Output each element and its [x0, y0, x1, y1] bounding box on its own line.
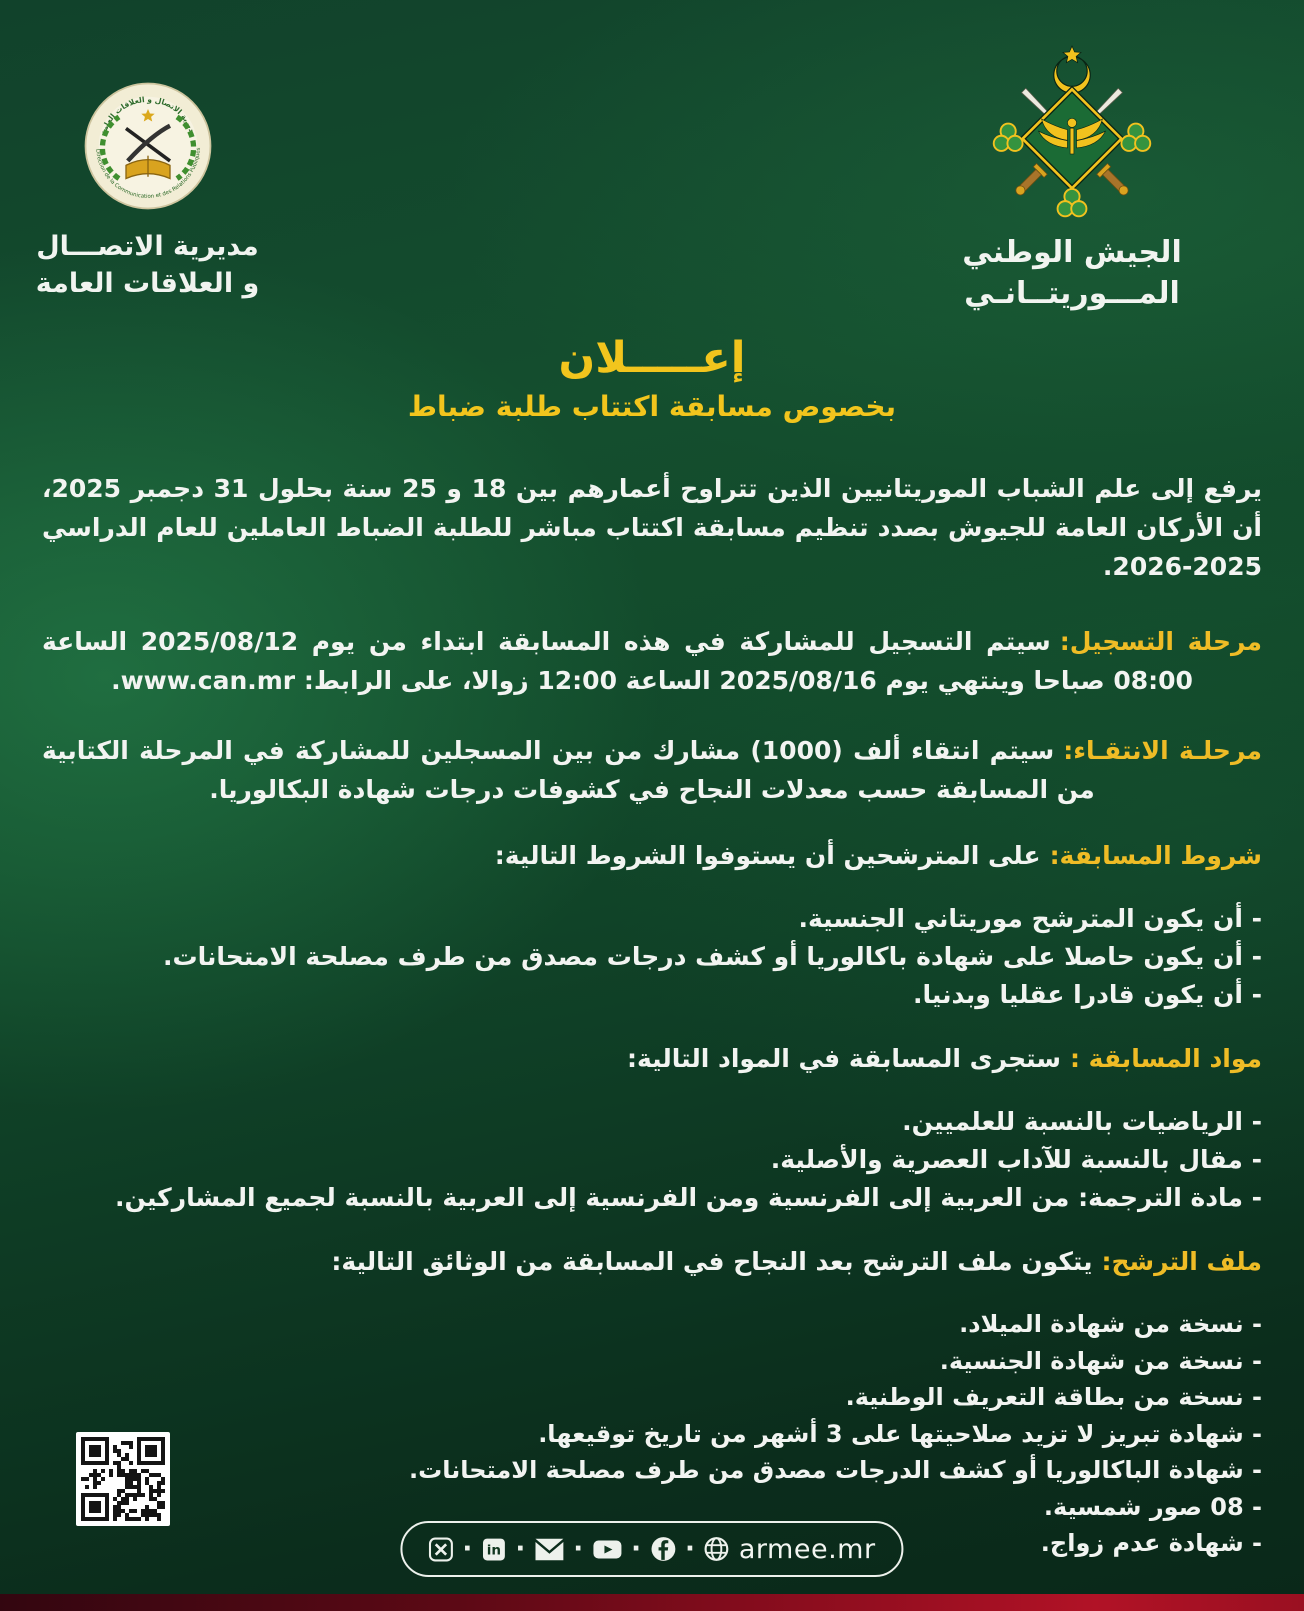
- section-heading-selection: مرحلـة الانتقـاء:: [1063, 736, 1262, 765]
- separator-dot: ·: [684, 1534, 695, 1564]
- section-body-registration: سيتم التسجيل للمشاركة في هذه المسابقة ابتداء من يوم 2025/08/12 الساعة 08:00 صباحا وينتهي يوم 2025/08/16 الساعة 12:00 زوالا، على الرابط: www.can.mr.: [42, 627, 1193, 695]
- section-body-conditions: على المترشحين أن يستوفوا الشروط التالية:: [494, 841, 1041, 870]
- section-subjects: [42, 1039, 1262, 1217]
- section-application-file: [42, 1242, 1262, 1562]
- document-item: - شهادة عدم زواج.: [1040, 1529, 1262, 1557]
- condition-item: - أن يكون قادرا عقليا وبدنيا.: [913, 980, 1262, 1009]
- directorate-seal-icon: [82, 80, 214, 212]
- intro-paragraph: يرفع إلى علم الشباب الموريتانيين الذين تتراوح أعمارهم بين 18 و 25 سنة بحلول 31 دجمبر 2025، أن الأركان العامة للجيوش بصدد تنظيم مسابقة اكتتاب مباشر للطلبة الضباط العاملين للعام الدراسي 2025-2026.: [42, 474, 1262, 581]
- website-link[interactable]: armee.mr: [738, 1533, 876, 1565]
- facebook-icon[interactable]: [650, 1536, 676, 1562]
- section-body-selection: سيتم انتقاء ألف (1000) مشارك من بين المسجلين للمشاركة في المرحلة الكتابية من المسابقة حسب معدلات النجاح في كشوفات درجات شهادة البكالوريا.: [42, 736, 1095, 804]
- document-item: - 08 صور شمسية.: [1043, 1492, 1262, 1521]
- title-block: [0, 333, 1304, 423]
- section-heading-subjects: مواد المسابقة :: [1069, 1044, 1262, 1073]
- bottom-red-strip: [0, 1594, 1304, 1611]
- email-icon[interactable]: [534, 1537, 564, 1562]
- section-heading-application-file: ملف الترشح:: [1101, 1247, 1262, 1276]
- subject-item: - مقال بالنسبة للآداب العصرية والأصلية.: [770, 1145, 1262, 1174]
- section-heading-registration: مرحلة التسجيل:: [1059, 627, 1262, 656]
- document-item: - شهادة تبريز لا تزيد صلاحيتها على 3 أشهر من تاريخ توقيعها.: [538, 1419, 1262, 1448]
- youtube-icon[interactable]: [592, 1537, 622, 1562]
- trefoil-bottom-icon: [1058, 189, 1087, 216]
- section-selection: [42, 731, 1262, 809]
- separator-dot: ·: [573, 1534, 584, 1564]
- section-body-subjects: ستجرى المسابقة في المواد التالية:: [627, 1044, 1061, 1073]
- section-body-application-file: يتكون ملف الترشح بعد النجاح في المسابقة من الوثائق التالية:: [331, 1247, 1093, 1276]
- document-item: - نسخة من شهادة الجنسية.: [939, 1346, 1262, 1375]
- trefoil-right-icon: [1121, 124, 1150, 151]
- social-bar: [400, 1521, 903, 1577]
- army-emblem-icon: [980, 40, 1164, 230]
- document-item: - نسخة من شهادة الميلاد.: [959, 1310, 1262, 1338]
- condition-item: - أن يكون المترشح موريتاني الجنسية.: [798, 904, 1262, 933]
- star-icon: [1063, 46, 1081, 63]
- announcement-body: [42, 444, 1262, 1562]
- subject-item: - الرياضيات بالنسبة للعلميين.: [902, 1107, 1262, 1136]
- section-registration: [42, 622, 1262, 700]
- linkedin-icon[interactable]: [481, 1537, 506, 1562]
- separator-dot: ·: [462, 1534, 473, 1564]
- separator-dot: ·: [631, 1534, 641, 1564]
- directorate-caption-line1: مديرية الاتصـــال: [36, 231, 259, 262]
- subject-item: - مادة الترجمة: من العربية إلى الفرنسية ومن الفرنسية إلى العربية بالنسبة لجميع المشاركين.: [114, 1183, 1262, 1212]
- army-caption-line1: الجيش الوطني: [962, 235, 1182, 270]
- directorate-caption-line2: و العلاقات العامة: [35, 268, 260, 299]
- page-subtitle: بخصوص مسابقة اكتتاب طلبة ضباط: [407, 390, 897, 423]
- section-heading-conditions: شروط المسابقة:: [1049, 841, 1262, 870]
- section-conditions: [42, 836, 1262, 1014]
- globe-icon[interactable]: [704, 1536, 730, 1562]
- document-item: - نسخة من بطاقة التعريف الوطنية.: [845, 1383, 1262, 1411]
- svg-text:in: in: [486, 1542, 501, 1559]
- separator-dot: ·: [515, 1534, 526, 1564]
- qr-code: [76, 1432, 170, 1526]
- directorate-logo-block: [30, 80, 265, 302]
- trefoil-left-icon: [994, 124, 1023, 151]
- qr-code-icon: [81, 1437, 165, 1521]
- condition-item: - أن يكون حاصلا على شهادة باكالوريا أو كشف درجات مصدق من طرف مصلحة الامتحانات.: [163, 942, 1262, 971]
- seal-arabic-ring-text: مديرية الاتصال و العلاقات العامة: [98, 94, 198, 139]
- army-logo-block: [962, 40, 1182, 314]
- page-title: إعـــــلان: [558, 333, 746, 383]
- army-caption-line2: المـــوريتــانـي: [964, 276, 1180, 311]
- x-twitter-icon[interactable]: [428, 1537, 453, 1562]
- document-item: - شهادة الباكالوريا أو كشف الدرجات مصدق من طرف مصلحة الامتحانات.: [409, 1456, 1262, 1484]
- seal-french-ring-text: Direction de la Communication et des Relations Publiques: [93, 147, 202, 200]
